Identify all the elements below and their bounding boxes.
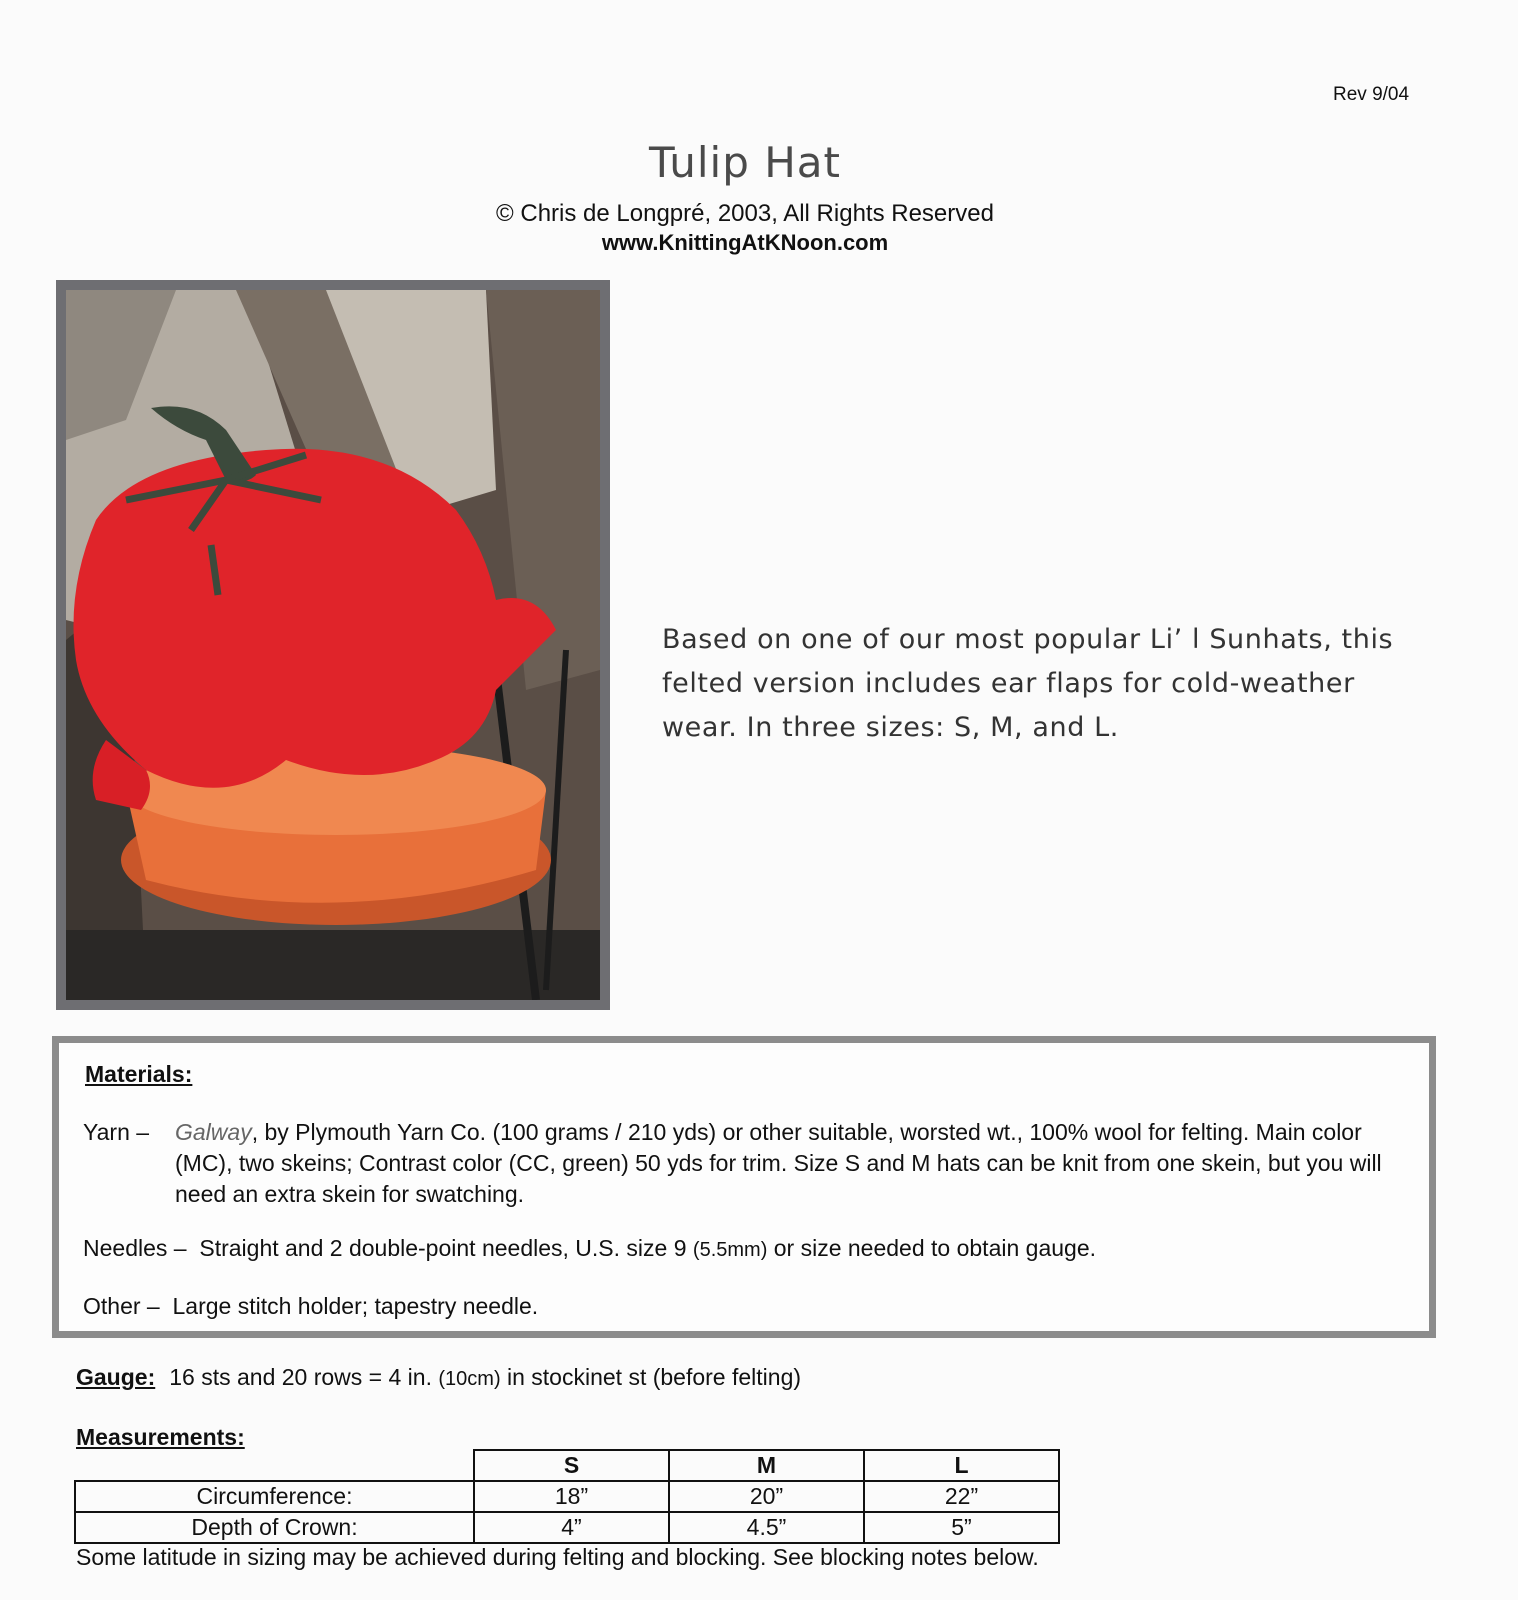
row-label: Circumference: (75, 1481, 474, 1512)
table-row (75, 1512, 1059, 1543)
yarn-label: Yarn – (83, 1119, 150, 1145)
needles-label: Needles – (83, 1235, 187, 1261)
measurements-heading: Measurements: (76, 1424, 245, 1450)
yarn-text: , by Plymouth Yarn Co. (100 grams / 210 yds) or other suitable, worsted wt., 100% wool for felting. Main color (MC), two skeins; Contrast color (CC, green) 50 yds for trim. Size S and M hats can be knit from one skein, but you will need an extra skein for swatching. (175, 1119, 1382, 1207)
tulip-hat-image (66, 290, 600, 1000)
table-cell: 20” (669, 1481, 864, 1512)
size-m-header: M (669, 1450, 864, 1481)
table-row (75, 1481, 1059, 1512)
needles-metric: (5.5mm) (692, 1239, 768, 1261)
table-cell: 5” (864, 1512, 1059, 1543)
intro-paragraph: Based on one of our most popular Li’ l Sunhats, this felted version includes ear flaps for cold-weather wear. In three sizes: S, M, and L. (662, 624, 1394, 743)
size-l-header: L (864, 1450, 1059, 1481)
gauge-row (76, 1364, 801, 1391)
copyright-line: © Chris de Longpré, 2003, All Rights Reserved (496, 200, 994, 227)
yarn-description (175, 1117, 1423, 1210)
table-corner (75, 1450, 474, 1481)
gauge-heading: Gauge: (76, 1364, 156, 1390)
gauge-metric: (10cm) (438, 1368, 501, 1390)
hat-photo (56, 280, 610, 1010)
needles-text-end: or size needed to obtain gauge. (767, 1235, 1096, 1261)
yarn-brand: Galway (175, 1119, 252, 1145)
materials-box (52, 1036, 1436, 1338)
table-cell: 22” (864, 1481, 1059, 1512)
sizing-note: Some latitude in sizing may be achieved during felting and blocking. See blocking notes below. (76, 1544, 1039, 1570)
gauge-text: 16 sts and 20 rows = 4 in. (169, 1364, 439, 1390)
measurements-table (74, 1449, 1060, 1544)
needles-row (83, 1233, 1096, 1266)
other-row (83, 1291, 538, 1322)
page-title: Tulip Hat (648, 138, 842, 187)
website-link[interactable]: www.KnittingAtKNoon.com (601, 230, 889, 255)
other-text: Large stitch holder; tapestry needle. (172, 1293, 539, 1319)
gauge-text-end: in stockinet st (before felting) (500, 1364, 802, 1390)
table-cell: 4.5” (669, 1512, 864, 1543)
table-cell: 18” (474, 1481, 669, 1512)
needles-text: Straight and 2 double-point needles, U.S. size 9 (199, 1235, 693, 1261)
table-cell: 4” (474, 1512, 669, 1543)
yarn-row (83, 1117, 1423, 1210)
size-s-header: S (474, 1450, 669, 1481)
revision-label: Rev 9/04 (1333, 84, 1410, 105)
other-label: Other – (83, 1293, 160, 1319)
materials-heading: Materials: (85, 1061, 193, 1087)
row-label: Depth of Crown: (75, 1512, 474, 1543)
table-header-row (75, 1450, 1059, 1481)
